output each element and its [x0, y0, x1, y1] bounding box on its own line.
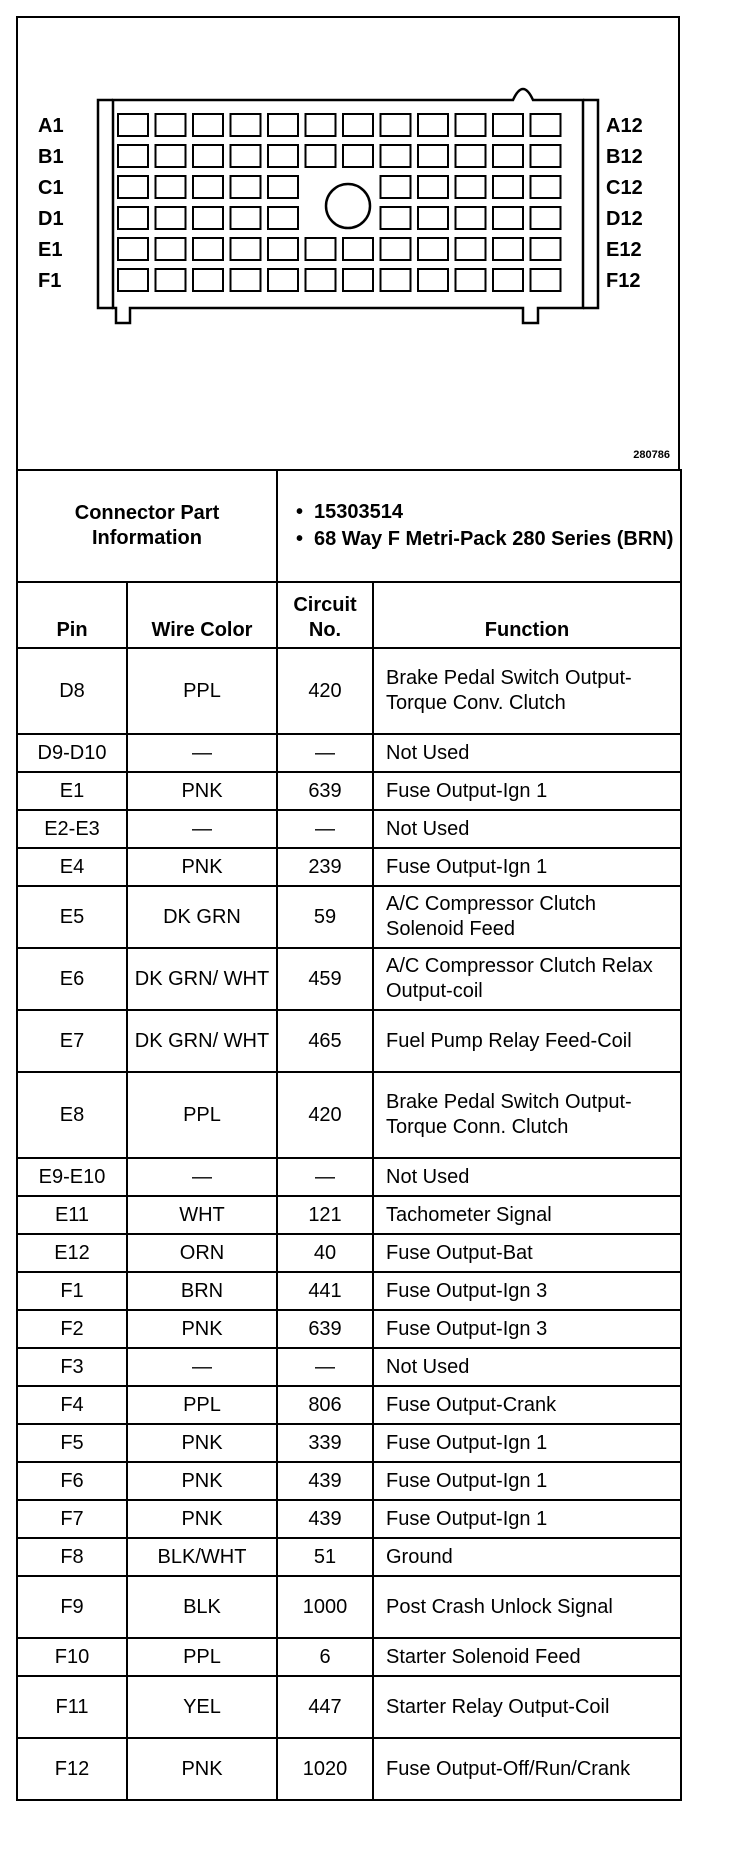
- circuit-cell: 1020: [277, 1738, 373, 1800]
- pin-cell: F3: [17, 1348, 127, 1386]
- table-row: [17, 1386, 681, 1424]
- row-labels-right: [606, 115, 643, 292]
- row-label-left: A1: [38, 115, 64, 137]
- wire-color-cell: BLK/WHT: [127, 1538, 277, 1576]
- row-label-left: C1: [38, 177, 64, 199]
- pin-cavity: [381, 207, 411, 229]
- pin-cavity: [493, 207, 523, 229]
- row-label-right: E12: [606, 239, 642, 261]
- connector-info-table: [16, 469, 682, 583]
- row-label-left: E1: [38, 239, 63, 261]
- pin-cavity: [456, 269, 486, 291]
- pin-cavity: [231, 238, 261, 260]
- pin-cavity: [531, 269, 561, 291]
- wire-color-cell: DK GRN/ WHT: [127, 1010, 277, 1072]
- pin-cavity: [156, 207, 186, 229]
- pin-cavity: [231, 114, 261, 136]
- function-cell: Fuse Output-Ign 1: [373, 1462, 681, 1500]
- function-cell: Not Used: [373, 734, 681, 772]
- connector-diagram: [16, 16, 680, 471]
- pin-cavity: [531, 238, 561, 260]
- pin-cavity: [193, 114, 223, 136]
- pin-cavity: [268, 145, 298, 167]
- pin-cell: F10: [17, 1638, 127, 1676]
- left-bracket: [98, 100, 113, 308]
- wire-color-cell: ORN: [127, 1234, 277, 1272]
- pin-cavity: [118, 114, 148, 136]
- circuit-cell: 6: [277, 1638, 373, 1676]
- table-row: [17, 810, 681, 848]
- pin-cavity: [418, 145, 448, 167]
- function-cell: Brake Pedal Switch Output-Torque Conn. Clutch: [373, 1072, 681, 1158]
- table-row: [17, 848, 681, 886]
- circuit-cell: 459: [277, 948, 373, 1010]
- pin-cell: E12: [17, 1234, 127, 1272]
- function-cell: Brake Pedal Switch Output-Torque Conv. Clutch: [373, 648, 681, 734]
- circuit-cell: 639: [277, 1310, 373, 1348]
- row-label-left: B1: [38, 146, 64, 168]
- pin-cell: E2-E3: [17, 810, 127, 848]
- row-label-right: D12: [606, 208, 643, 230]
- function-cell: Fuse Output-Ign 3: [373, 1272, 681, 1310]
- function-cell: Fuse Output-Ign 1: [373, 772, 681, 810]
- table-row: [17, 1010, 681, 1072]
- table-row: [17, 1072, 681, 1158]
- circuit-cell: 1000: [277, 1576, 373, 1638]
- wire-color-cell: WHT: [127, 1196, 277, 1234]
- pin-cell: F8: [17, 1538, 127, 1576]
- pin-cavity: [231, 176, 261, 198]
- circuit-cell: 121: [277, 1196, 373, 1234]
- pin-cavity: [193, 238, 223, 260]
- pin-cell: F9: [17, 1576, 127, 1638]
- pin-cavity: [231, 207, 261, 229]
- connector-info-label: Connector Part Information: [17, 470, 277, 582]
- pin-cell: F2: [17, 1310, 127, 1348]
- pin-cavity: [343, 269, 373, 291]
- wire-color-cell: PNK: [127, 1738, 277, 1800]
- wire-color-cell: —: [127, 1158, 277, 1196]
- figure-number: 280786: [633, 449, 670, 461]
- pin-cavity: [418, 207, 448, 229]
- pin-cavity: [268, 238, 298, 260]
- pin-cavity: [306, 238, 336, 260]
- polarizing-key: [326, 184, 370, 228]
- pin-table-body: [17, 648, 681, 1800]
- pin-cavity: [343, 114, 373, 136]
- function-cell: Not Used: [373, 810, 681, 848]
- pin-cavity: [493, 269, 523, 291]
- pin-cell: F5: [17, 1424, 127, 1462]
- pin-cell: E7: [17, 1010, 127, 1072]
- table-row: [17, 886, 681, 948]
- pin-cavity: [381, 145, 411, 167]
- row-label-right: F12: [606, 270, 641, 292]
- circuit-cell: 420: [277, 1072, 373, 1158]
- header-function: Function: [373, 582, 681, 648]
- pin-cavity: [456, 176, 486, 198]
- pin-cell: F11: [17, 1676, 127, 1738]
- right-bracket: [583, 100, 598, 308]
- pin-cavity: [381, 238, 411, 260]
- pin-cell: E1: [17, 772, 127, 810]
- pin-cavity: [456, 145, 486, 167]
- circuit-cell: 439: [277, 1500, 373, 1538]
- wire-color-cell: —: [127, 810, 277, 848]
- row-label-right: A12: [606, 115, 643, 137]
- pin-cell: D8: [17, 648, 127, 734]
- function-cell: Starter Solenoid Feed: [373, 1638, 681, 1676]
- pin-cell: E11: [17, 1196, 127, 1234]
- pin-cavity: [118, 145, 148, 167]
- pin-cavity: [306, 114, 336, 136]
- circuit-cell: 439: [277, 1462, 373, 1500]
- wire-color-cell: PPL: [127, 1072, 277, 1158]
- wire-color-cell: PNK: [127, 772, 277, 810]
- circuit-cell: —: [277, 810, 373, 848]
- pin-cavity: [306, 269, 336, 291]
- pin-cavity: [343, 238, 373, 260]
- pin-cavity: [268, 269, 298, 291]
- header-wire-color: Wire Color: [127, 582, 277, 648]
- connector-face-drawing: [18, 18, 678, 469]
- function-cell: Fuse Output-Bat: [373, 1234, 681, 1272]
- circuit-cell: —: [277, 734, 373, 772]
- pin-cavity: [231, 269, 261, 291]
- pin-cavity: [493, 145, 523, 167]
- connector-series: • 68 Way F Metri-Pack 280 Series (BRN): [296, 527, 674, 552]
- pin-cavity: [268, 207, 298, 229]
- pin-cavity: [418, 114, 448, 136]
- function-cell: Fuse Output-Crank: [373, 1386, 681, 1424]
- circuit-cell: —: [277, 1158, 373, 1196]
- row-label-left: F1: [38, 270, 62, 292]
- pin-cell: E5: [17, 886, 127, 948]
- circuit-cell: 639: [277, 772, 373, 810]
- pin-table: [16, 581, 682, 1801]
- wire-color-cell: BRN: [127, 1272, 277, 1310]
- wire-color-cell: YEL: [127, 1676, 277, 1738]
- table-row: [17, 1638, 681, 1676]
- wire-color-cell: —: [127, 734, 277, 772]
- row-labels-left: [38, 115, 64, 292]
- function-cell: Post Crash Unlock Signal: [373, 1576, 681, 1638]
- table-row: [17, 1738, 681, 1800]
- wire-color-cell: DK GRN: [127, 886, 277, 948]
- pin-cavity: [456, 114, 486, 136]
- connector-info-items: [277, 470, 681, 582]
- pin-cavity: [156, 238, 186, 260]
- pin-cell: F4: [17, 1386, 127, 1424]
- circuit-cell: 465: [277, 1010, 373, 1072]
- wire-color-cell: PNK: [127, 1310, 277, 1348]
- table-row: [17, 772, 681, 810]
- pin-cavity: [118, 207, 148, 229]
- table-row: [17, 1272, 681, 1310]
- table-row: [17, 1676, 681, 1738]
- circuit-cell: 40: [277, 1234, 373, 1272]
- pin-cavity: [493, 114, 523, 136]
- pin-cavity: [531, 176, 561, 198]
- table-row: [17, 1348, 681, 1386]
- row-label-right: C12: [606, 177, 643, 199]
- wire-color-cell: PPL: [127, 1638, 277, 1676]
- pin-cell: E6: [17, 948, 127, 1010]
- function-cell: Starter Relay Output-Coil: [373, 1676, 681, 1738]
- pin-cavity: [156, 145, 186, 167]
- part-number: • 15303514: [296, 500, 674, 525]
- function-cell: Not Used: [373, 1348, 681, 1386]
- pin-cavity: [306, 145, 336, 167]
- pin-cavity: [531, 145, 561, 167]
- pin-cavity: [118, 176, 148, 198]
- table-row: [17, 1462, 681, 1500]
- function-cell: Fuse Output-Ign 1: [373, 1424, 681, 1462]
- table-row: [17, 1538, 681, 1576]
- circuit-cell: 447: [277, 1676, 373, 1738]
- header-circuit: Circuit No.: [277, 582, 373, 648]
- pin-cell: E4: [17, 848, 127, 886]
- pin-cavity: [193, 176, 223, 198]
- row-label-right: B12: [606, 146, 643, 168]
- pin-cavity: [493, 176, 523, 198]
- pin-cavity: [381, 269, 411, 291]
- wire-color-cell: PPL: [127, 648, 277, 734]
- wire-color-cell: BLK: [127, 1576, 277, 1638]
- wire-color-cell: —: [127, 1348, 277, 1386]
- function-cell: Fuse Output-Ign 1: [373, 1500, 681, 1538]
- function-cell: Fuse Output-Ign 1: [373, 848, 681, 886]
- circuit-cell: 420: [277, 648, 373, 734]
- table-row: [17, 948, 681, 1010]
- pin-cavity: [193, 269, 223, 291]
- pin-cell: D9-D10: [17, 734, 127, 772]
- pin-cavity: [156, 269, 186, 291]
- function-cell: Fuel Pump Relay Feed-Coil: [373, 1010, 681, 1072]
- pin-cell: F12: [17, 1738, 127, 1800]
- pin-cavity: [156, 176, 186, 198]
- pin-cavity: [531, 207, 561, 229]
- pin-cavity: [343, 145, 373, 167]
- pin-cell: F7: [17, 1500, 127, 1538]
- circuit-cell: 59: [277, 886, 373, 948]
- pin-cavity: [118, 269, 148, 291]
- circuit-cell: 806: [277, 1386, 373, 1424]
- circuit-cell: 339: [277, 1424, 373, 1462]
- wire-color-cell: PNK: [127, 1424, 277, 1462]
- table-row: [17, 734, 681, 772]
- pin-cavity: [231, 145, 261, 167]
- pin-cavity: [118, 238, 148, 260]
- pin-cavity: [456, 207, 486, 229]
- row-label-left: D1: [38, 208, 64, 230]
- function-cell: A/C Compressor Clutch Solenoid Feed: [373, 886, 681, 948]
- pin-cell: F6: [17, 1462, 127, 1500]
- pin-cavity: [381, 176, 411, 198]
- pin-cavity: [493, 238, 523, 260]
- connector-sheet: [16, 16, 680, 1801]
- circuit-cell: 51: [277, 1538, 373, 1576]
- pin-cavity: [268, 176, 298, 198]
- circuit-cell: 239: [277, 848, 373, 886]
- pin-cavity: [193, 145, 223, 167]
- pin-cell: E9-E10: [17, 1158, 127, 1196]
- wire-color-cell: PNK: [127, 1500, 277, 1538]
- function-cell: Fuse Output-Ign 3: [373, 1310, 681, 1348]
- pin-cell: F1: [17, 1272, 127, 1310]
- table-row: [17, 1424, 681, 1462]
- wire-color-cell: PNK: [127, 848, 277, 886]
- table-row: [17, 1500, 681, 1538]
- pin-cavity: [418, 269, 448, 291]
- circuit-cell: 441: [277, 1272, 373, 1310]
- table-row: [17, 1576, 681, 1638]
- pin-cavity: [268, 114, 298, 136]
- table-row: [17, 1234, 681, 1272]
- pin-cavity: [531, 114, 561, 136]
- wire-color-cell: PPL: [127, 1386, 277, 1424]
- table-row: [17, 1310, 681, 1348]
- wire-color-cell: DK GRN/ WHT: [127, 948, 277, 1010]
- function-cell: Tachometer Signal: [373, 1196, 681, 1234]
- function-cell: Not Used: [373, 1158, 681, 1196]
- pin-cavity: [418, 238, 448, 260]
- header-pin: Pin: [17, 582, 127, 648]
- pin-cavity: [193, 207, 223, 229]
- wire-color-cell: PNK: [127, 1462, 277, 1500]
- function-cell: Ground: [373, 1538, 681, 1576]
- circuit-cell: —: [277, 1348, 373, 1386]
- table-row: [17, 1196, 681, 1234]
- function-cell: Fuse Output-Off/Run/Crank: [373, 1738, 681, 1800]
- function-cell: A/C Compressor Clutch Relax Output-coil: [373, 948, 681, 1010]
- table-row: [17, 1158, 681, 1196]
- pin-cavity: [456, 238, 486, 260]
- pin-cavity: [381, 114, 411, 136]
- table-row: [17, 648, 681, 734]
- pin-cell: E8: [17, 1072, 127, 1158]
- pin-cavity: [418, 176, 448, 198]
- pin-cavity: [156, 114, 186, 136]
